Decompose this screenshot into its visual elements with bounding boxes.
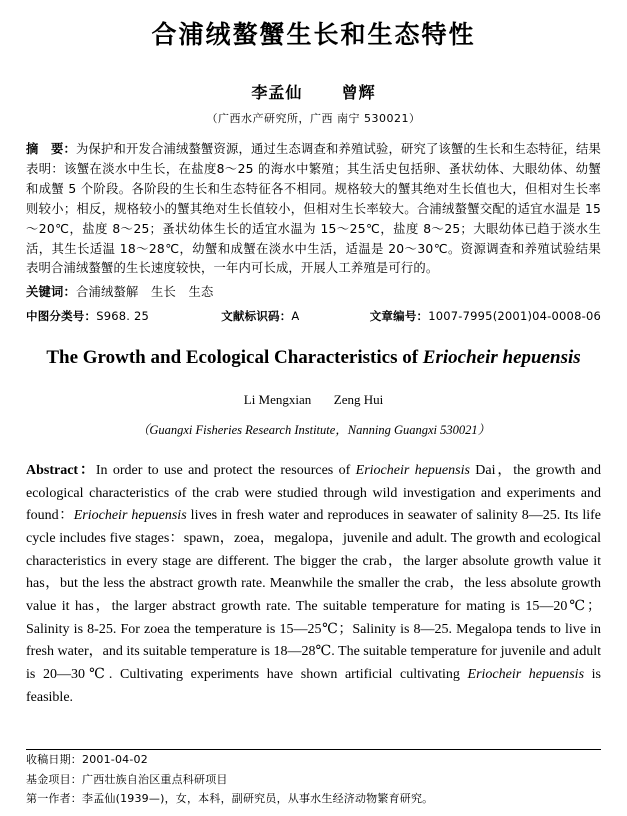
classification-row [26,308,601,324]
article-id-value: 1007-7995(2001)04-0008-06 [428,309,601,324]
clc-label: 中图分类号： [26,309,97,324]
chinese-authors [26,80,601,103]
english-abstract-label: Abstract： [26,463,96,479]
footnote-received-date: 收稿日期：2001-04-02 [26,753,148,767]
author-name-1: 李孟仙 [251,83,303,102]
english-author-name-1: Li Mengxian [243,392,312,408]
english-title [26,346,601,371]
clc-number [26,308,149,324]
document-code-label: 文献标识码： [221,309,292,324]
chinese-abstract [26,140,601,279]
english-abstract-species-1: Eriocheir hepuensis [355,463,470,479]
chinese-abstract-text: 为保护和开发合浦绒螯蟹资源，通过生态调查和养殖试验，研究了该蟹的生长和生态特征，结果表明：该蟹在淡水中生长，在盐度8～25 的海水中繁殖；其生活史包括卵、蚤状幼体、大眼幼体、幼蟹和成蟹 5 个阶段。各阶段的生长和生态特征各不相同。规格较大的蟹其绝对生长值也大，但相对生长率则较小；相反，规格较小的蟹其绝对生长值较小，但相对生长率较大。合浦绒螯蟹交配的适宜水温是 15～20℃，盐度 8～25；蚤状幼体生长的适宜水温为 15～25℃，盐度 8～25；大眼幼体已趋于淡水生活，其生长适温 18～28℃，幼蟹和成蟹在淡水中生活，适温是 20～30℃。资源调查和养殖试验结果表明合浦绒螯蟹的生长速度较快，一年内可长成，开展人工养殖是可行的。 [26,142,601,276]
article-id-label: 文章编号： [369,309,429,324]
chinese-keywords [26,282,601,300]
english-abstract-part-4: is feasible. [26,667,602,705]
english-title-text: The Growth and Ecological Characteristics of [46,347,423,369]
english-abstract [26,460,601,709]
chinese-affiliation: （广西水产研究所，广西 南宁 530021） [206,112,421,125]
article-id [370,308,601,324]
english-abstract-part-3: lives in fresh water and reproduces in seawater of salinity 8—25. Its life cycle includes five stages：spawn，zoea，megalopa，juvenile and adult. The growth and ecological characteristics in every stage are different. The bigger the crab，the larger absolute growth value it has，but the less the abstract growth rate. Meanwhile the smaller the crab，the less absolute growth value it has，the larger abstract growth rate. The suitable temperature for mating is 15—20℃；Salinity is 8-25. For zoea the temperature is 15—25℃；Salinity is 8—25. Megalopa tends to live in fresh water，and its suitable temperature is 18—28℃. The suitable temperature for juvenile and adult is 20—30℃. Cultivating experiments have shown artificial cultivating [26,508,601,683]
english-abstract-species-2: Eriocheir hepuensis [73,508,187,524]
english-authors [26,392,601,408]
clc-value: S968. 25 [96,309,149,324]
english-abstract-species-3: Eriocheir hepuensis [467,667,585,683]
chinese-keywords-label: 关键词： [26,285,76,300]
page-title: 合浦绒螯蟹生长和生态特性 [151,20,476,49]
chinese-keywords-text: 合浦绒螯解 生长 生态 [76,285,214,300]
author-name-2: 曾辉 [341,83,376,102]
english-affiliation: （Guangxi Fisheries Research Institute，Nanning Guangxi 530021） [136,423,491,438]
footnotes [26,750,601,808]
document-code-value: A [291,309,300,324]
english-abstract-part-2: Dai，the growth and ecological characteristics of the crab were studied through wild investigation and experiments and found： [26,463,601,524]
document-code [221,308,299,324]
english-author-name-2: Zeng Hui [333,392,384,408]
footnote-first-author: 第一作者：李孟仙(1939—)，女，本科，副研究员，从事水生经济动物繁育研究。 [26,791,434,805]
english-title-species: Eriocheir hepuensis [422,347,581,369]
chinese-abstract-label: 摘 要： [26,142,76,156]
footnote-funding: 基金项目：广西壮族自治区重点科研项目 [26,772,228,786]
english-abstract-part-1: In order to use and protect the resources of [95,463,356,479]
